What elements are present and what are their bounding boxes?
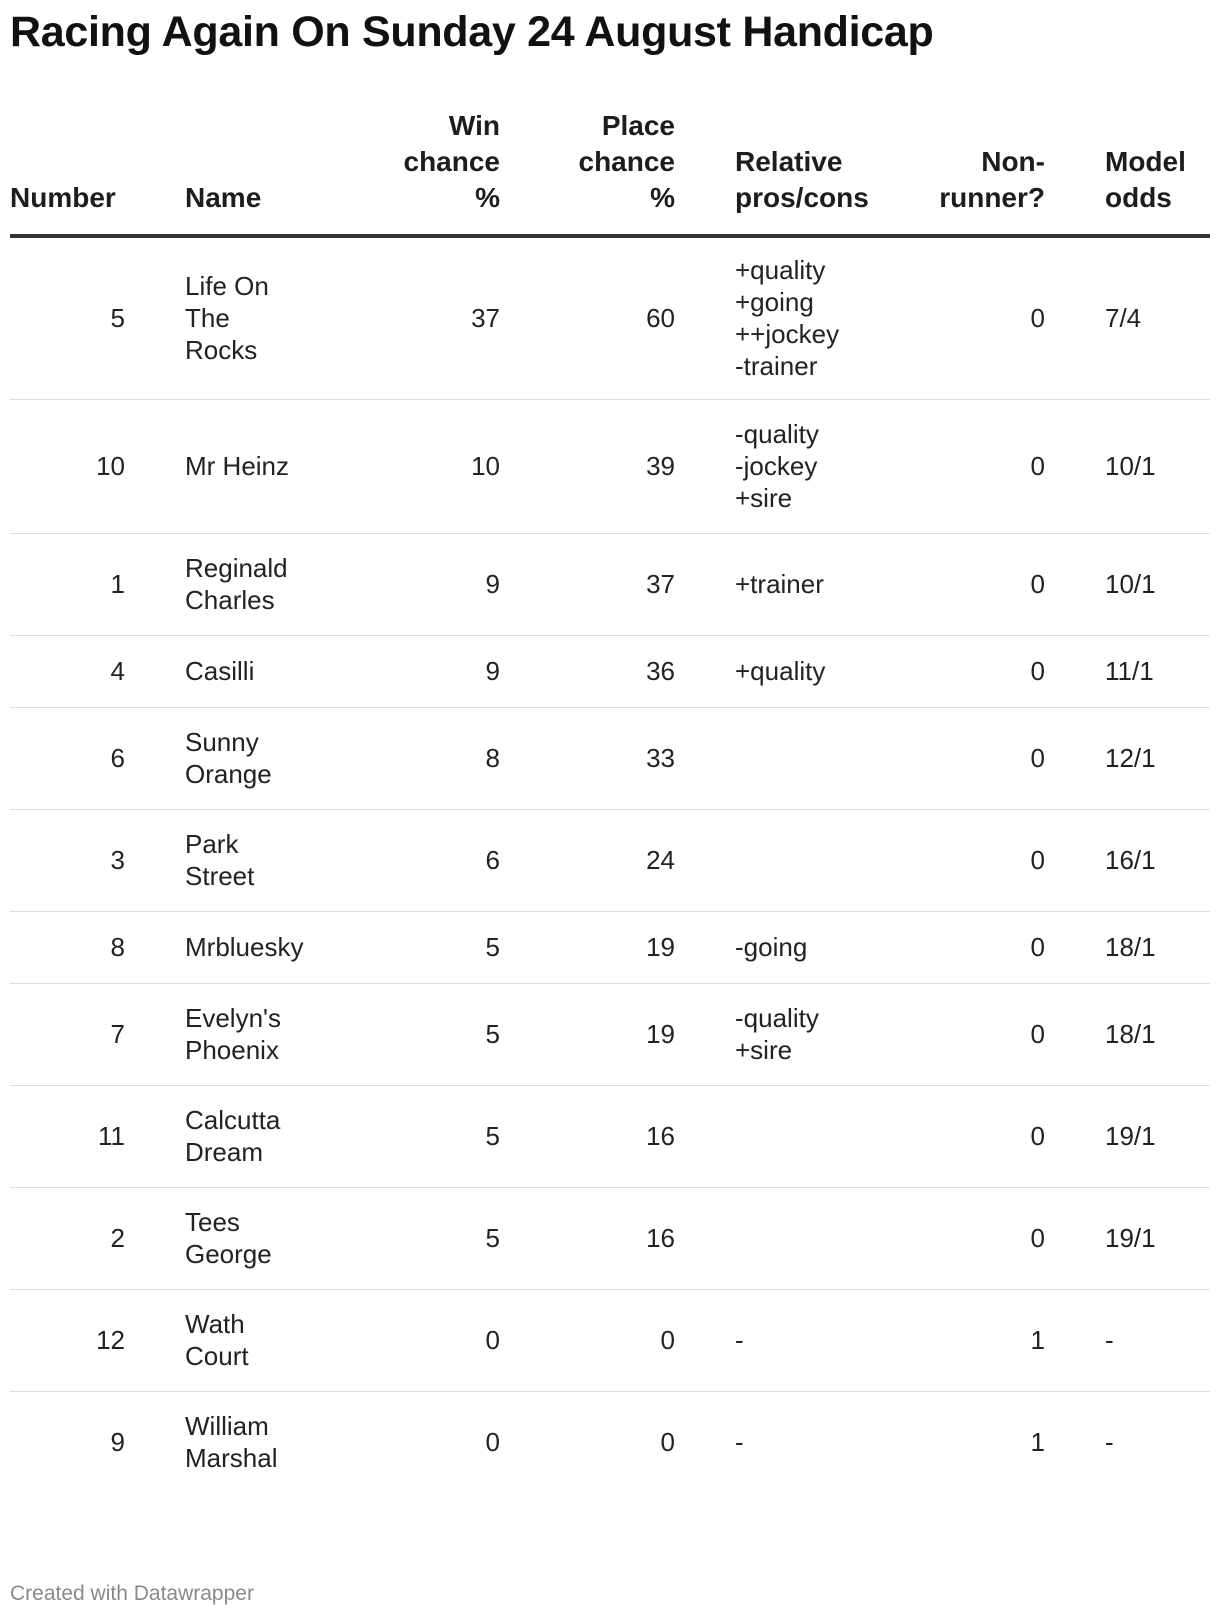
cell-name (185, 533, 360, 635)
header-model-odds[interactable] (1105, 108, 1210, 236)
cell-relative-pros-cons (735, 1289, 910, 1391)
cell-model-odds: 19/1 (1105, 1085, 1210, 1187)
spacer-cell (675, 399, 735, 533)
cell-relative-pros-cons-line: - (735, 1427, 744, 1458)
cell-model-odds: 7/4 (1105, 236, 1210, 399)
spacer-cell (125, 809, 185, 911)
header-line: odds (1105, 182, 1172, 213)
header-line: Win (448, 110, 500, 141)
spacer-cell (1045, 1391, 1105, 1493)
spacer-cell (675, 533, 735, 635)
spacer-cell (1045, 1289, 1105, 1391)
cell-win-chance: 9 (360, 635, 500, 707)
cell-non-runner: 0 (910, 809, 1045, 911)
cell-win-chance: 6 (360, 809, 500, 911)
table-row (10, 809, 1210, 911)
header-line: runner? (939, 182, 1045, 213)
spacer-cell (675, 236, 735, 399)
cell-name-line: Orange (185, 759, 272, 789)
cell-relative-pros-cons-line: -going (735, 932, 808, 962)
cell-number: 5 (10, 236, 125, 399)
cell-relative-pros-cons (735, 809, 910, 911)
cell-name-line: The (185, 303, 230, 334)
cell-win-chance: 0 (360, 1289, 500, 1391)
table-body (10, 236, 1210, 1493)
table-row (10, 983, 1210, 1085)
cell-place-chance: 33 (500, 707, 675, 809)
cell-relative-pros-cons (735, 533, 910, 635)
cell-name (185, 1085, 360, 1187)
cell-win-chance: 8 (360, 707, 500, 809)
header-line: % (650, 182, 675, 213)
cell-name (185, 236, 360, 399)
cell-non-runner: 0 (910, 236, 1045, 399)
cell-place-chance: 60 (500, 236, 675, 399)
cell-non-runner: 0 (910, 983, 1045, 1085)
cell-name-line: Rocks (185, 335, 258, 366)
spacer-cell (125, 399, 185, 533)
header-line: chance (578, 146, 675, 177)
spacer-cell (675, 911, 735, 983)
cell-name-line: William (185, 1411, 269, 1442)
cell-non-runner: 0 (910, 911, 1045, 983)
cell-relative-pros-cons-line: -quality (735, 419, 819, 449)
cell-model-odds: 10/1 (1105, 399, 1210, 533)
cell-number: 6 (10, 707, 125, 809)
spacer-cell (125, 911, 185, 983)
table-row (10, 635, 1210, 707)
spacer-cell (125, 635, 185, 707)
cell-name-line: Dream (185, 1137, 264, 1167)
cell-win-chance: 5 (360, 983, 500, 1085)
cell-name (185, 707, 360, 809)
cell-relative-pros-cons-line: +going (735, 287, 814, 318)
cell-place-chance: 19 (500, 911, 675, 983)
header-line: Non- (981, 146, 1045, 177)
spacer-cell (675, 1391, 735, 1493)
header-line: pros/cons (735, 182, 869, 213)
spacer-cell (125, 1289, 185, 1391)
cell-name-line: Life On (185, 271, 269, 302)
spacer-cell (1045, 911, 1105, 983)
cell-number: 8 (10, 911, 125, 983)
header-line: Place (601, 110, 675, 141)
cell-place-chance: 24 (500, 809, 675, 911)
header-relative-pros-cons[interactable] (735, 108, 910, 236)
table-row (10, 707, 1210, 809)
cell-name (185, 1391, 360, 1493)
table-row (10, 236, 1210, 399)
cell-name-line: Park (185, 829, 239, 859)
cell-non-runner: 1 (910, 1289, 1045, 1391)
cell-number: 2 (10, 1187, 125, 1289)
cell-number: 7 (10, 983, 125, 1085)
cell-name-line: Marshal (185, 1443, 278, 1474)
table-row (10, 533, 1210, 635)
cell-relative-pros-cons-line: +quality (735, 656, 826, 686)
cell-non-runner: 0 (910, 635, 1045, 707)
cell-relative-pros-cons-line: -jockey (735, 451, 818, 481)
spacer-cell (675, 1289, 735, 1391)
cell-place-chance: 0 (660, 1427, 675, 1458)
spacer-cell (675, 635, 735, 707)
header-line: chance (403, 146, 500, 177)
cell-relative-pros-cons-line: -quality (735, 1003, 819, 1033)
cell-relative-pros-cons (735, 911, 910, 983)
table-row (10, 1085, 1210, 1187)
spacer-cell (1045, 533, 1105, 635)
footer-credit: Created with Datawrapper (10, 1582, 254, 1605)
cell-name (185, 809, 360, 911)
cell-non-runner: 1 (1030, 1427, 1045, 1458)
header-line: % (475, 182, 500, 213)
cell-win-chance: 5 (360, 911, 500, 983)
cell-non-runner: 0 (910, 707, 1045, 809)
cell-relative-pros-cons-line: +sire (735, 483, 793, 513)
spacer-cell (675, 983, 735, 1085)
cell-win-chance: 5 (360, 1187, 500, 1289)
spacer-cell (675, 1085, 735, 1187)
spacer-cell (1045, 1085, 1105, 1187)
cell-name (185, 399, 360, 533)
cell-win-chance: 0 (485, 1427, 500, 1458)
spacer-cell (1045, 635, 1105, 707)
cell-name-line: Charles (185, 585, 275, 615)
cell-relative-pros-cons (735, 635, 910, 707)
cell-name-line: Mrbluesky (185, 932, 304, 962)
cell-name-line: Phoenix (185, 1035, 279, 1065)
cell-relative-pros-cons (735, 983, 910, 1085)
spacer-cell (1045, 983, 1105, 1085)
cell-relative-pros-cons-line: ++jockey (735, 319, 840, 350)
cell-model-odds: 19/1 (1105, 1187, 1210, 1289)
cell-model-odds: 12/1 (1105, 707, 1210, 809)
cell-name-line: Casilli (185, 656, 255, 686)
table-row (10, 1187, 1210, 1289)
cell-number: 1 (10, 533, 125, 635)
cell-place-chance: 39 (500, 399, 675, 533)
cell-place-chance: 16 (500, 1187, 675, 1289)
spacer-cell (675, 707, 735, 809)
header-place-chance[interactable] (500, 108, 675, 236)
cell-number: 11 (10, 1085, 125, 1187)
table-row (10, 911, 1210, 983)
cell-name-line: Court (185, 1341, 249, 1371)
cell-number: 10 (10, 399, 125, 533)
cell-relative-pros-cons (735, 1391, 910, 1493)
cell-name-line: Evelyn's (185, 1003, 282, 1033)
cell-model-odds: 16/1 (1105, 809, 1210, 911)
cell-model-odds: 18/1 (1105, 983, 1210, 1085)
spacer-cell (1045, 399, 1105, 533)
spacer-cell (675, 809, 735, 911)
cell-name-line: Mr Heinz (185, 451, 290, 481)
table-row (10, 399, 1210, 533)
header-win-chance[interactable] (360, 108, 500, 236)
cell-name (185, 1289, 360, 1391)
spacer-cell (125, 236, 185, 399)
cell-relative-pros-cons (735, 236, 910, 399)
spacer-cell (125, 1391, 185, 1493)
cell-name (185, 983, 360, 1085)
cell-win-chance: 5 (360, 1085, 500, 1187)
cell-model-odds: - (1105, 1427, 1114, 1458)
cell-place-chance: 16 (500, 1085, 675, 1187)
header-line: Model (1105, 146, 1186, 177)
cell-number: 3 (10, 809, 125, 911)
header-line: Relative (735, 146, 843, 177)
cell-name (185, 911, 360, 983)
header-number[interactable] (10, 108, 125, 236)
cell-relative-pros-cons (735, 707, 910, 809)
cell-model-odds: 18/1 (1105, 911, 1210, 983)
cell-name-line: Street (185, 861, 255, 891)
cell-relative-pros-cons (735, 1187, 910, 1289)
header-name[interactable] (185, 108, 360, 236)
cell-number: 12 (10, 1289, 125, 1391)
spacer-cell (1045, 809, 1105, 911)
cell-number: 9 (110, 1427, 125, 1458)
cell-name-line: George (185, 1239, 272, 1269)
page-title: Racing Again On Sunday 24 August Handicap (10, 8, 934, 56)
cell-place-chance: 0 (500, 1289, 675, 1391)
cell-model-odds: - (1105, 1289, 1210, 1391)
spacer-cell (125, 1085, 185, 1187)
cell-non-runner: 0 (910, 1187, 1045, 1289)
cell-name-line: Sunny (185, 727, 259, 757)
cell-relative-pros-cons-line: +sire (735, 1035, 793, 1065)
spacer-cell (1045, 1187, 1105, 1289)
cell-place-chance: 37 (500, 533, 675, 635)
handicap-table (10, 108, 1210, 1493)
table-row (10, 1289, 1210, 1391)
spacer-cell (1045, 707, 1105, 809)
spacer-cell (125, 1187, 185, 1289)
cell-non-runner: 0 (910, 533, 1045, 635)
cell-place-chance: 19 (500, 983, 675, 1085)
header-line: Number (10, 182, 116, 213)
cell-place-chance: 36 (500, 635, 675, 707)
cell-relative-pros-cons (735, 1085, 910, 1187)
cell-number: 4 (10, 635, 125, 707)
header-line: Name (185, 182, 262, 213)
cell-non-runner: 0 (910, 399, 1045, 533)
cell-name (185, 1187, 360, 1289)
cell-non-runner: 0 (910, 1085, 1045, 1187)
spacer-cell (125, 707, 185, 809)
cell-win-chance: 9 (360, 533, 500, 635)
cell-name (185, 635, 360, 707)
header-non-runner[interactable] (910, 108, 1045, 236)
cell-relative-pros-cons-line: +quality (735, 255, 826, 286)
spacer-cell (675, 1187, 735, 1289)
cell-relative-pros-cons-line: - (735, 1325, 744, 1355)
spacer-cell (125, 533, 185, 635)
spacer-cell (1045, 236, 1105, 399)
cell-name-line: Tees (185, 1207, 240, 1237)
cell-name-line: Reginald (185, 553, 288, 583)
cell-model-odds: 10/1 (1105, 533, 1210, 635)
spacer-cell (125, 983, 185, 1085)
cell-win-chance: 37 (360, 236, 500, 399)
cell-relative-pros-cons (735, 399, 910, 533)
table-row (10, 1391, 1210, 1493)
cell-relative-pros-cons-line: -trainer (735, 351, 818, 382)
cell-win-chance: 10 (360, 399, 500, 533)
header-row (10, 108, 1210, 236)
cell-name-line: Calcutta (185, 1105, 281, 1135)
cell-name-line: Wath (185, 1309, 245, 1339)
cell-model-odds: 11/1 (1105, 635, 1210, 707)
cell-relative-pros-cons-line: +trainer (735, 569, 824, 599)
